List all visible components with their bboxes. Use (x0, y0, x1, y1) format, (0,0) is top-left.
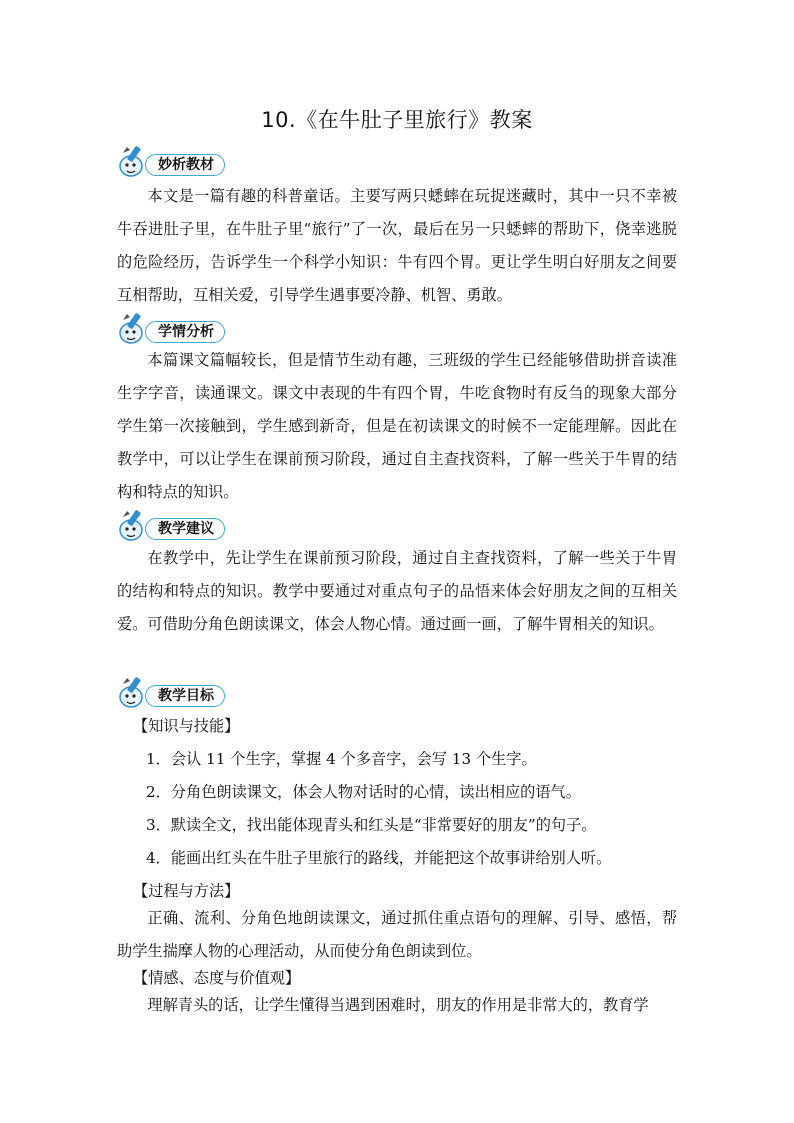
section-heading-label: 妙析教材 (145, 154, 225, 176)
section-heading-label: 教学建议 (145, 518, 225, 540)
section-heading-4 (117, 675, 277, 715)
section-body-1: 本文是一篇有趣的科普童话。主要写两只蟋蟀在玩捉迷藏时，其中一只不幸被牛吞进肚子里，在牛肚子里“旅行”了一次，最后在另一只蟋蟀的帮助下，侥幸逃脱的危险经历，告诉学生一个科学小知识：牛有四个胃。更让学生明白好朋友之间要互相帮助，互相关爱，引导学生遇事要冷静、机智、勇敢。 (117, 187, 677, 304)
section-body-3: 在教学中，先让学生在课前预习阶段，通过自主查找资料，了解一些关于牛胃的结构和特点的知识。教学中要通过对重点句子的品悟来体会好朋友之间的互相关爱。可借助分角色朗读课文，体会人物心情。通过画一画，了解牛胃相关的知识。 (117, 549, 677, 633)
section-heading-label: 教学目标 (145, 685, 225, 707)
page-title: 10.《在牛肚子里旅行》教案 (261, 108, 533, 132)
knowledge-item: 3．默读全文，找出能体现青头和红头是“非常要好的朋友”的句子。 (146, 816, 597, 834)
knowledge-item: 4．能画出红头在牛肚子里旅行的路线，并能把这个故事讲给别人听。 (146, 849, 612, 867)
knowledge-heading: 【知识与技能】 (133, 717, 240, 735)
emotion-body: 理解青头的话，让学生懂得当遇到困难时，朋友的作用是非常大的，教育学 (147, 996, 649, 1014)
process-body: 正确、流利、分角色地朗读课文，通过抓住重点语句的理解、引导、感悟，帮助学生揣摩人物的心理活动，从而使分角色朗读到位。 (117, 909, 677, 960)
section-body-2: 本篇课文篇幅较长，但是情节生动有趣，三班级的学生已经能够借助拼音读准生字字音，读通课文。课文中表现的牛有四个胃，牛吃食物时有反刍的现象大部分学生第一次接触到，学生感到新奇，但是在初读课文的时候不一定能理解。因此在教学中，可以让学生在课前预习阶段，通过自主查找资料，了解一些关于牛胃的结构和特点的知识。 (117, 351, 677, 501)
process-heading: 【过程与方法】 (133, 882, 240, 900)
knowledge-item: 1．会认 11 个生字，掌握 4 个多音字，会写 13 个生字。 (146, 750, 537, 768)
section-heading-1 (117, 144, 277, 184)
emotion-heading: 【情感、态度与价值观】 (133, 969, 301, 987)
section-heading-label: 学情分析 (145, 321, 225, 343)
knowledge-item: 2．分角色朗读课文，体会人物对话时的心情，读出相应的语气。 (146, 783, 581, 801)
